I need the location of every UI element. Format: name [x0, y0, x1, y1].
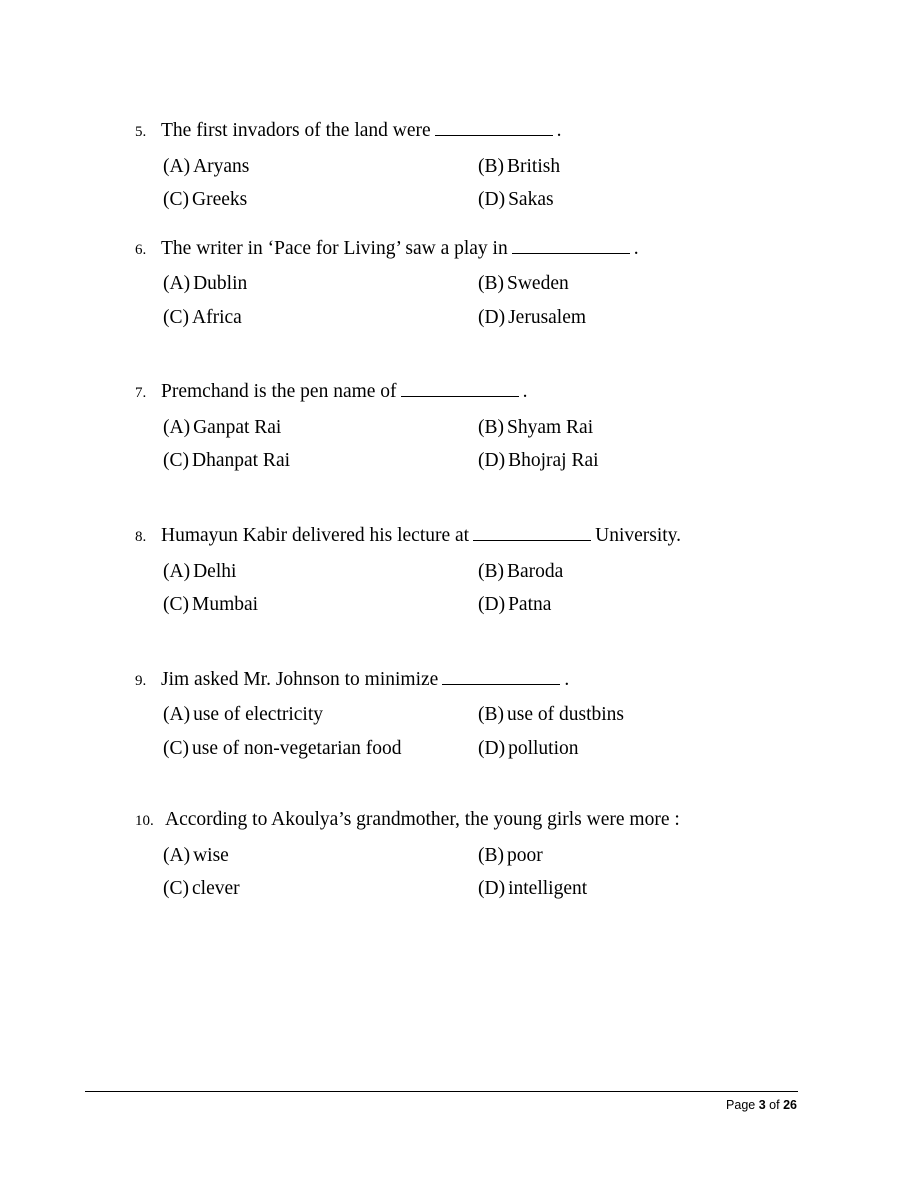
option-row	[163, 274, 800, 294]
question-9-options	[163, 705, 800, 758]
question-9-stem	[135, 667, 800, 690]
option-b[interactable]	[478, 274, 569, 294]
footer-prefix: Page	[726, 1098, 756, 1112]
question-9-text-before: Jim asked Mr. Johnson to minimize	[161, 668, 439, 690]
question-7-text-after: .	[522, 381, 528, 403]
option-label: Aryans	[193, 155, 250, 177]
option-row	[163, 562, 800, 582]
option-key: (B)	[478, 560, 504, 582]
option-label: British	[507, 155, 561, 177]
option-label: Baroda	[507, 560, 564, 582]
option-c[interactable]	[163, 190, 478, 210]
option-b[interactable]	[478, 157, 560, 177]
question-10-stem	[135, 810, 800, 830]
option-label: Mumbai	[192, 594, 259, 616]
option-row	[163, 190, 800, 210]
question-10-options	[163, 846, 800, 899]
option-key: (C)	[163, 450, 189, 472]
option-label: pollution	[508, 737, 579, 759]
option-a[interactable]	[163, 705, 478, 725]
question-5-options	[163, 157, 800, 210]
option-d[interactable]	[478, 451, 599, 471]
question-5-text-before: The first invadors of the land were	[161, 120, 431, 142]
option-key: (C)	[163, 189, 189, 211]
option-key: (D)	[478, 450, 506, 472]
page-footer	[726, 1098, 797, 1112]
question-8-stem	[135, 523, 800, 546]
option-a[interactable]	[163, 562, 478, 582]
option-key: (C)	[163, 306, 189, 328]
question-9	[135, 667, 800, 759]
option-key: (A)	[163, 273, 191, 295]
option-label: use of non-vegetarian food	[192, 737, 402, 759]
option-c[interactable]	[163, 739, 478, 759]
spacer	[135, 629, 800, 667]
question-5-stem	[135, 118, 800, 141]
option-label: use of electricity	[193, 704, 324, 726]
option-a[interactable]	[163, 418, 478, 438]
answer-blank	[435, 118, 553, 136]
option-key: (C)	[163, 594, 189, 616]
option-c[interactable]	[163, 308, 478, 328]
question-5-text	[161, 118, 800, 141]
option-key: (B)	[478, 704, 504, 726]
option-b[interactable]	[478, 418, 593, 438]
question-8	[135, 523, 800, 615]
option-d[interactable]	[478, 739, 579, 759]
option-row	[163, 418, 800, 438]
option-row	[163, 705, 800, 725]
option-a[interactable]	[163, 274, 478, 294]
question-6-options	[163, 274, 800, 327]
option-d[interactable]	[478, 190, 554, 210]
option-b[interactable]	[478, 562, 563, 582]
option-label: poor	[507, 844, 543, 866]
spacer	[135, 224, 800, 236]
option-b[interactable]	[478, 705, 624, 725]
option-key: (D)	[478, 594, 506, 616]
option-key: (D)	[478, 306, 506, 328]
option-label: Greeks	[192, 189, 248, 211]
question-10	[135, 810, 800, 899]
spacer	[135, 341, 800, 379]
question-9-text-after: .	[564, 668, 570, 690]
question-7-number: 7.	[135, 385, 147, 402]
footer-total-pages: 26	[783, 1098, 797, 1112]
option-d[interactable]	[478, 879, 587, 899]
option-row	[163, 451, 800, 471]
option-row	[163, 595, 800, 615]
option-c[interactable]	[163, 595, 478, 615]
option-key: (B)	[478, 155, 504, 177]
option-key: (A)	[163, 416, 191, 438]
question-9-number: 9.	[135, 672, 147, 689]
question-8-options	[163, 562, 800, 615]
option-key: (B)	[478, 416, 504, 438]
answer-blank	[442, 667, 560, 685]
option-c[interactable]	[163, 451, 478, 471]
question-7-options	[163, 418, 800, 471]
option-label: Jerusalem	[508, 306, 587, 328]
footer-page-number: 3	[758, 1098, 766, 1112]
option-key: (A)	[163, 155, 191, 177]
option-key: (C)	[163, 737, 189, 759]
option-key: (A)	[163, 844, 191, 866]
answer-blank	[473, 523, 591, 541]
question-8-text	[161, 523, 800, 546]
option-c[interactable]	[163, 879, 478, 899]
option-row	[163, 879, 800, 899]
option-key: (B)	[478, 844, 504, 866]
option-row	[163, 308, 800, 328]
footer-divider	[85, 1091, 798, 1092]
question-5-number: 5.	[135, 124, 147, 141]
option-d[interactable]	[478, 308, 586, 328]
option-label: clever	[192, 878, 240, 900]
question-6-text-after: .	[633, 237, 639, 259]
option-b[interactable]	[478, 846, 543, 866]
footer-middle: of	[769, 1098, 780, 1112]
option-key: (C)	[163, 878, 189, 900]
option-key: (D)	[478, 878, 506, 900]
question-10-number: 10.	[135, 813, 154, 830]
option-label: wise	[193, 844, 229, 866]
option-key: (A)	[163, 560, 191, 582]
question-7-text	[161, 379, 800, 402]
option-label: Dhanpat Rai	[192, 450, 291, 472]
option-a[interactable]	[163, 157, 478, 177]
option-label: Sweden	[507, 273, 569, 295]
question-7	[135, 379, 800, 471]
question-5-text-after: .	[556, 120, 562, 142]
option-label: intelligent	[508, 878, 588, 900]
option-key: (D)	[478, 189, 506, 211]
option-row	[163, 739, 800, 759]
option-label: Delhi	[193, 560, 237, 582]
option-row	[163, 846, 800, 866]
option-label: Bhojraj Rai	[508, 450, 599, 472]
option-label: Dublin	[193, 273, 248, 295]
question-7-stem	[135, 379, 800, 402]
option-key: (B)	[478, 273, 504, 295]
question-6-text-before: The writer in ‘Pace for Living’ saw a play in	[161, 237, 508, 259]
answer-blank	[512, 236, 630, 254]
option-label: Shyam Rai	[507, 416, 594, 438]
spacer	[135, 485, 800, 523]
question-6-stem	[135, 236, 800, 259]
question-8-text-before: Humayun Kabir delivered his lecture at	[161, 525, 470, 547]
question-7-text-before: Premchand is the pen name of	[161, 381, 397, 403]
option-label: Patna	[508, 594, 552, 616]
question-8-text-after: University.	[595, 525, 682, 547]
answer-blank	[401, 379, 519, 397]
option-a[interactable]	[163, 846, 478, 866]
option-label: use of dustbins	[507, 704, 624, 726]
option-row	[163, 157, 800, 177]
question-6-text	[161, 236, 800, 259]
option-key: (D)	[478, 737, 506, 759]
question-list	[135, 118, 800, 913]
question-9-text	[161, 667, 800, 690]
question-6	[135, 236, 800, 328]
option-label: Africa	[192, 306, 242, 328]
question-10-text: According to Akoulya’s grandmother, the young girls were more :	[165, 809, 680, 831]
option-d[interactable]	[478, 595, 551, 615]
question-5	[135, 118, 800, 210]
option-label: Ganpat Rai	[193, 416, 282, 438]
option-label: Sakas	[508, 189, 554, 211]
question-6-number: 6.	[135, 241, 147, 258]
spacer	[135, 772, 800, 810]
question-8-number: 8.	[135, 529, 147, 546]
option-key: (A)	[163, 704, 191, 726]
